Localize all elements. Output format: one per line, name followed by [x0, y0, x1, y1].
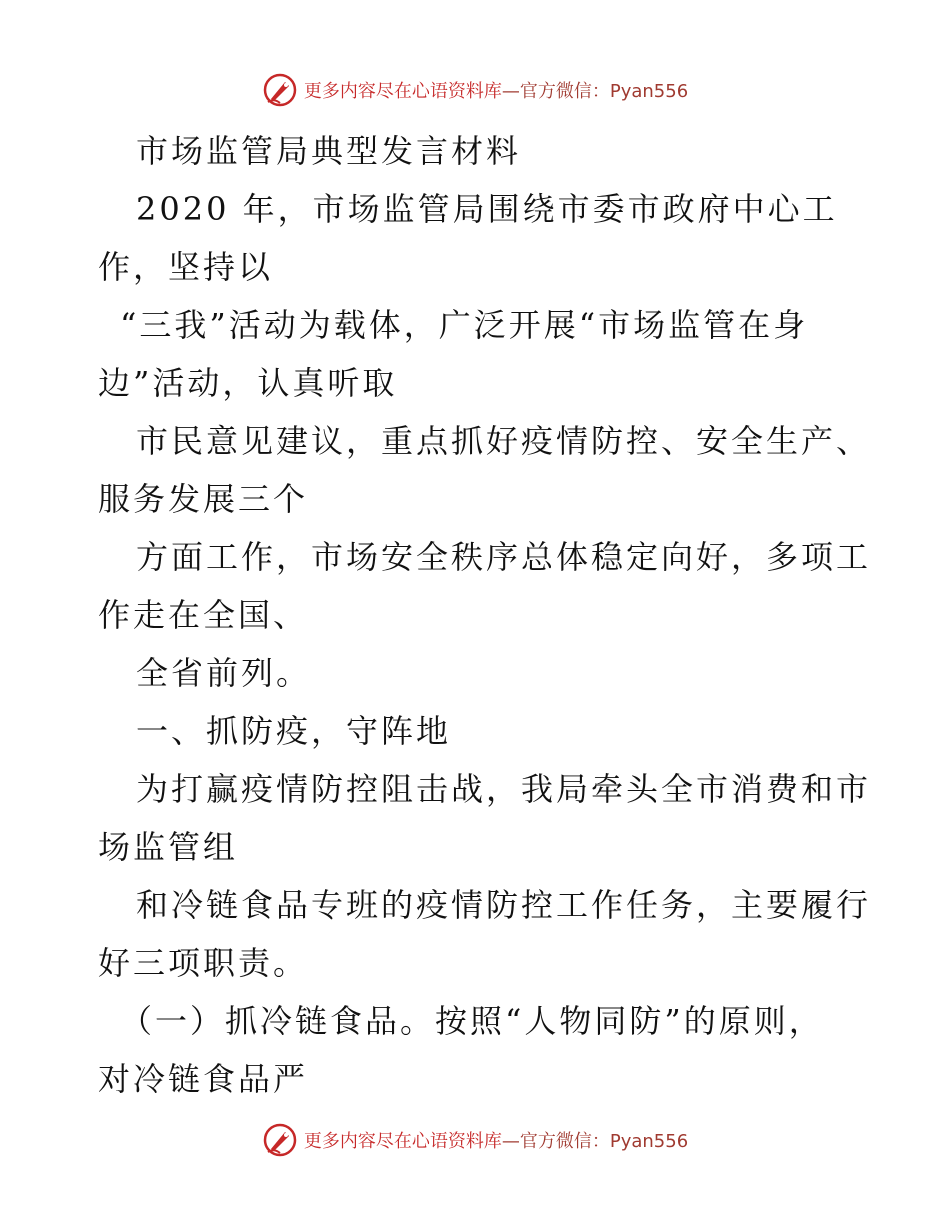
- paragraph-line: （一）抓冷链食品。按照“人物同防”的原则，: [120, 1002, 824, 1040]
- paragraph-line: 和冷链食品专班的疫情防控工作任务，主要履行: [136, 886, 872, 924]
- paragraph-line: 2020 年，市场监管局围绕市委市政府中心工: [136, 190, 838, 228]
- header-watermark: [0, 70, 950, 110]
- paragraph-line: 好三项职责。: [98, 944, 309, 982]
- footer-contact-text: —官方微信：Pyan556: [501, 1131, 689, 1152]
- paragraph-line: 边”活动，认真听取: [98, 364, 398, 402]
- header-brand-text: 更多内容尽在心语资料库: [303, 81, 502, 102]
- header-watermark-inner: [262, 72, 688, 108]
- document-body: [98, 122, 872, 1108]
- footer-watermark: [0, 1120, 950, 1160]
- paragraph-line: 作，坚持以: [98, 248, 274, 286]
- footer-brand-text: 更多内容尽在心语资料库: [303, 1131, 502, 1152]
- paragraph-line: 全省前列。: [136, 654, 312, 692]
- paragraph-line: 为打赢疫情防控阻击战，我局牵头全市消费和市: [136, 770, 872, 808]
- footer-watermark-inner: [262, 1122, 688, 1158]
- document-title: 市场监管局典型发言材料: [136, 132, 522, 170]
- pen-nib-logo-icon: [262, 72, 298, 108]
- paragraph-line: 作走在全国、: [98, 596, 309, 634]
- paragraph-line: 方面工作，市场安全秩序总体稳定向好，多项工: [136, 538, 872, 576]
- paragraph-line: 服务发展三个: [98, 480, 309, 518]
- header-contact-text: —官方微信：Pyan556: [501, 81, 689, 102]
- paragraph-line: “三我”活动为载体，广泛开展“市场监管在身: [120, 306, 809, 344]
- paragraph-line: 场监管组: [98, 828, 239, 866]
- paragraph-line: 对冷链食品严: [98, 1060, 309, 1098]
- pen-nib-logo-icon: [262, 1122, 298, 1158]
- paragraph-line: 市民意见建议，重点抓好疫情防控、安全生产、: [136, 422, 872, 460]
- section-heading: 一、抓防疫，守阵地: [136, 712, 452, 750]
